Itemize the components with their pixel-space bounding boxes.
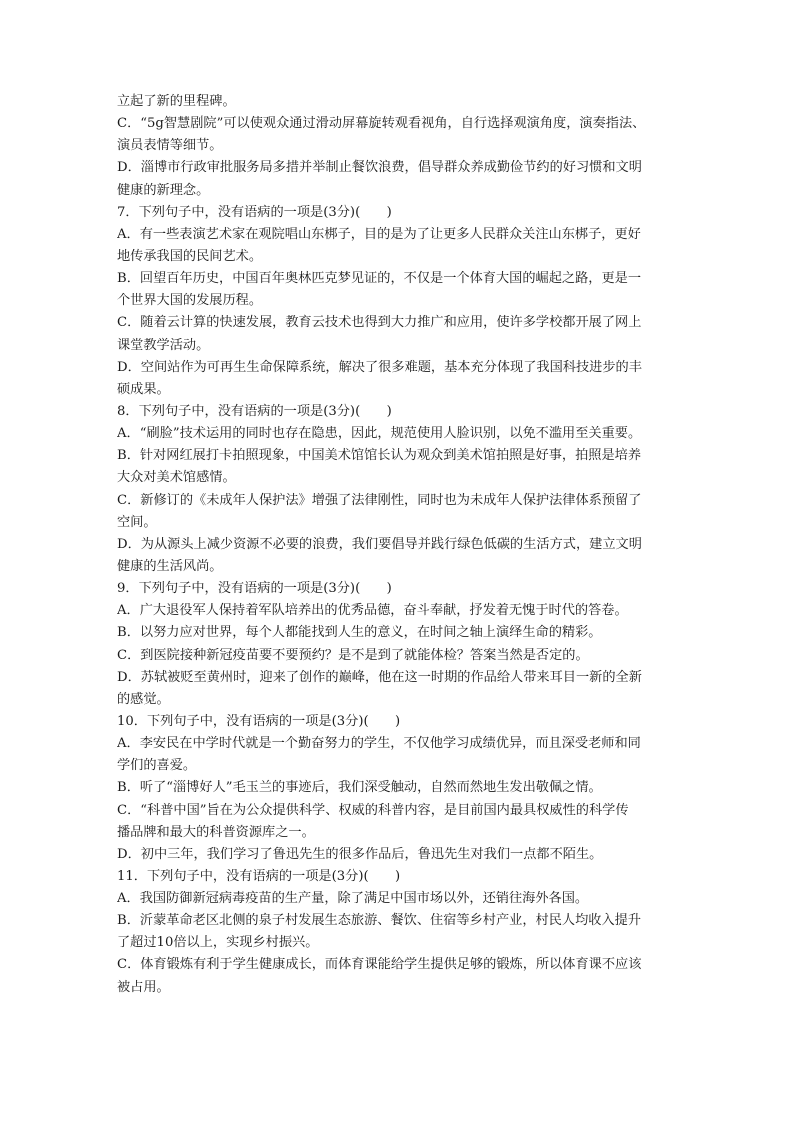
option-c-line: C．体育锻炼有利于学生健康成长，而体育课能给学生提供足够的锻炼，所以体育课不应该	[117, 957, 642, 973]
question-11-title: 11．下列句子中，没有语病的一项是(3分)( )	[117, 868, 401, 884]
option-c-line: C．新修订的《未成年人保护法》增强了法律刚性，同时也为未成年人保护法律体系预留了	[117, 492, 642, 508]
option-a-line: A．我国防御新冠病毒疫苗的生产量，除了满足中国市场以外，还销往海外各国。	[117, 891, 589, 907]
option-b-line: B．以努力应对世界，每个人都能找到人生的意义，在时间之轴上演绎生命的精彩。	[117, 625, 602, 641]
option-c-line: C．随着云计算的快速发展，教育云技术也得到大力推广和应用，使许多学校都开展了网上	[117, 315, 642, 331]
text-line: 播品牌和最大的科普资源库之一。	[117, 824, 315, 840]
text-line: 演员表情等细节。	[117, 138, 223, 154]
text-line: 健康的新理念。	[117, 182, 210, 198]
text-line: 个世界大国的发展历程。	[117, 293, 263, 309]
option-d-line: D．苏轼被贬至黄州时，迎来了创作的巅峰，他在这一时期的作品给人带来耳目一新的全新	[117, 669, 642, 685]
option-d-line: D．空间站作为可再生生命保障系统，解决了很多难题，基本充分体现了我国科技进步的丰	[117, 359, 642, 375]
text-line: 课堂教学活动。	[117, 337, 210, 353]
option-b-line: B．针对网红展打卡拍照现象，中国美术馆馆长认为观众到美术馆拍照是好事，拍照是培养	[117, 448, 641, 464]
option-b-line: B．回望百年历史，中国百年奥林匹克梦见证的，不仅是一个体育大国的崛起之路，更是一	[117, 271, 641, 287]
option-a-line: A．有一些表演艺术家在观院唱山东梆子，目的是为了让更多人民群众关注山东梆子，更好	[117, 226, 641, 242]
text-line: 大众对美术馆感情。	[117, 470, 236, 486]
question-10-title: 10．下列句子中，没有语病的一项是(3分)( )	[117, 713, 401, 729]
option-c-line: C．“科普中国”旨在为公众提供科学、权威的科普内容，是目前国内最具权威性的科学传	[117, 802, 629, 818]
text-line: 立起了新的里程碑。	[117, 94, 236, 109]
option-d-line: D．为从源头上减少资源不必要的浪费，我们要倡导并践行绿色低碳的生活方式，建立文明	[117, 536, 642, 552]
text-line: 地传承我国的民间艺术。	[117, 248, 263, 264]
option-d-line: D．淄博市行政审批服务局多措并举制止餐饮浪费，倡导群众养成勤俭节约的好习惯和文明	[117, 160, 642, 176]
option-a-line: A．李安民在中学时代就是一个勤奋努力的学生，不仅他学习成绩优异，而且深受老师和同	[117, 736, 641, 752]
option-a-line: A．“刷脸”技术运用的同时也存在隐患，因此，规范使用人脸识别，以免不滥用至关重要。	[117, 426, 642, 442]
text-line: 被占用。	[117, 979, 170, 995]
document-page	[117, 91, 679, 999]
text-line: 硕成果。	[117, 381, 170, 397]
option-a-line: A．广大退役军人保持着军队培养出的优秀品德，奋斗奉献，抒发着无愧于时代的答卷。	[117, 603, 628, 619]
option-b-line: B．沂蒙革命老区北侧的泉子村发展生态旅游、餐饮、住宿等乡村产业，村民人均收入提升	[117, 913, 641, 929]
option-d-line: D．初中三年，我们学习了鲁迅先生的很多作品后，鲁迅先生对我们一点都不陌生。	[117, 846, 603, 862]
question-7-title: 7．下列句子中，没有语病的一项是(3分)( )	[117, 204, 392, 220]
option-c-line: C．“5g智慧剧院”可以使观众通过滑动屏幕旋转观看视角，自行选择观演角度，演奏指法、	[117, 116, 646, 132]
question-9-title: 9．下列句子中，没有语病的一项是(3分)( )	[117, 581, 392, 597]
text-line: 学们的喜爱。	[117, 758, 197, 774]
text-line: 了超过10倍以上，实现乡村振兴。	[117, 935, 319, 951]
option-b-line: B．听了“淄博好人”毛玉兰的事迹后，我们深受触动，自然而然地生发出敬佩之情。	[117, 780, 602, 796]
question-8-title: 8．下列句子中，没有语病的一项是(3分)( )	[117, 403, 392, 419]
text-line: 的感觉。	[117, 691, 170, 707]
text-line: 空间。	[117, 514, 157, 530]
option-c-line: C．到医院接种新冠疫苗要不要预约？是不是到了就能体检？答案当然是否定的。	[117, 647, 589, 663]
text-line: 健康的生活风尚。	[117, 558, 223, 574]
